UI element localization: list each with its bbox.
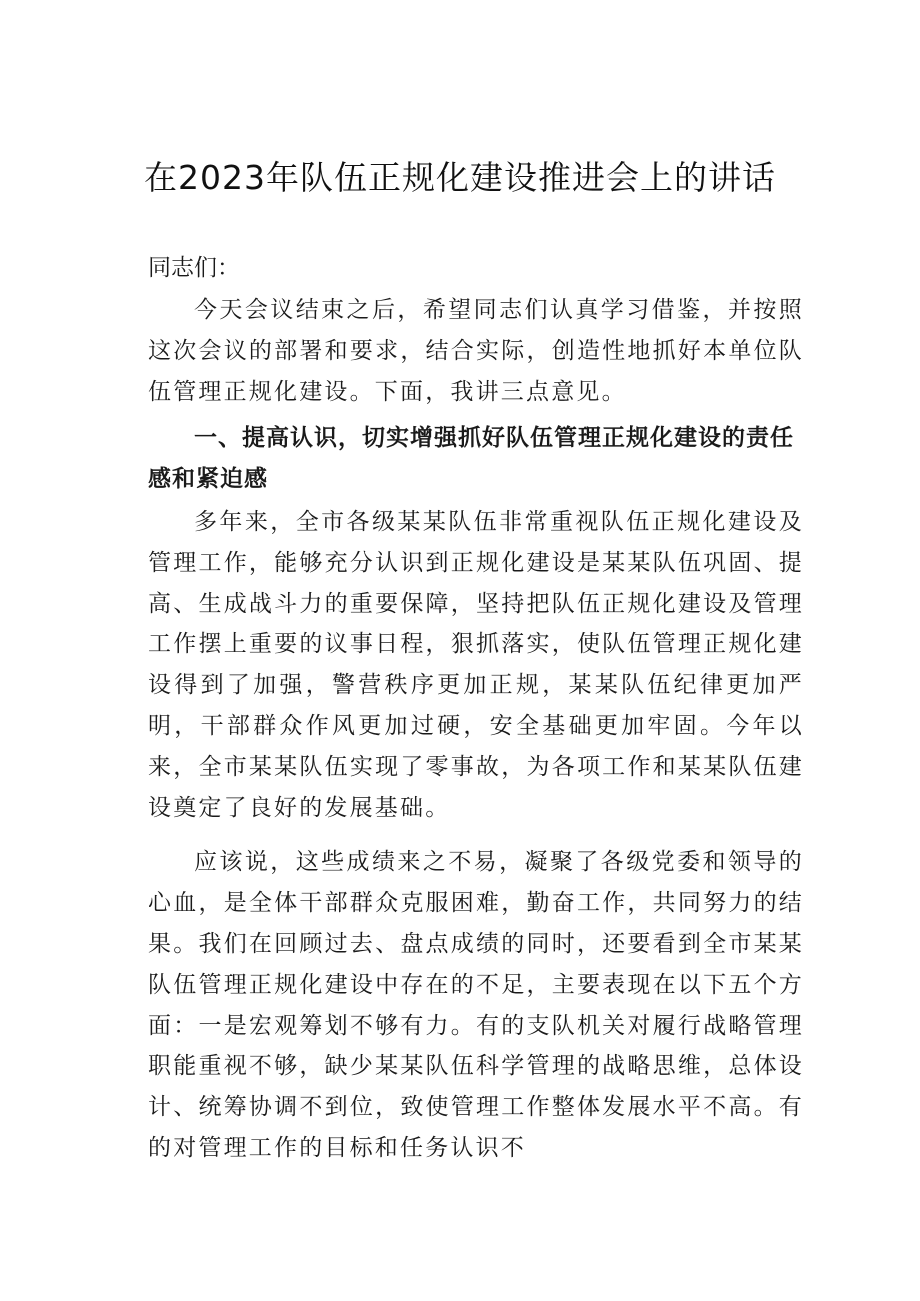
paragraph-achievements: 多年来，全市各级某某队伍非常重视队伍正规化建设及管理工作，能够充分认识到正规化建设是某某队伍巩固、提高、生成战斗力的重要保障，坚持把队伍正规化建设及管理工作摆上重要的议事日程，狠抓落实，使队伍管理正规化建设得到了加强，警营秩序更加正规，某某队伍纪律更加严明，干部群众作风更加过硬，安全基础更加牢固。今年以来，全市某某队伍实现了零事故，为各项工作和某某队伍建设奠定了良好的发展基础。 xyxy=(148,508,804,821)
paragraph-shortcomings: 应该说，这些成绩来之不易，凝聚了各级党委和领导的心血，是全体干部群众克服困难，勤奋工作，共同努力的结果。我们在回顾过去、盘点成绩的同时，还要看到全市某某队伍管理正规化建设中存在的不足，主要表现在以下五个方面：一是宏观筹划不够有力。有的支队机关对履行战略管理职能重视不够，缺少某某队伍科学管理的战略思维，总体设计、统筹协调不到位，致使管理工作整体发展水平不高。有的对管理工作的目标和任务认识不 xyxy=(148,849,804,1161)
paragraph-intro: 今天会议结束之后，希望同志们认真学习借鉴，并按照这次会议的部署和要求，结合实际，创造性地抓好本单位队伍管理正规化建设。下面，我讲三点意见。 xyxy=(148,297,804,405)
document-body xyxy=(148,248,804,1169)
section-heading-1: 一、提高认识，切实增强抓好队伍管理正规化建设的责任感和紧迫感 xyxy=(148,425,794,493)
document-title: 在2023年队伍正规化建设推进会上的讲话 xyxy=(144,158,776,197)
salutation: 同志们： xyxy=(148,255,240,281)
